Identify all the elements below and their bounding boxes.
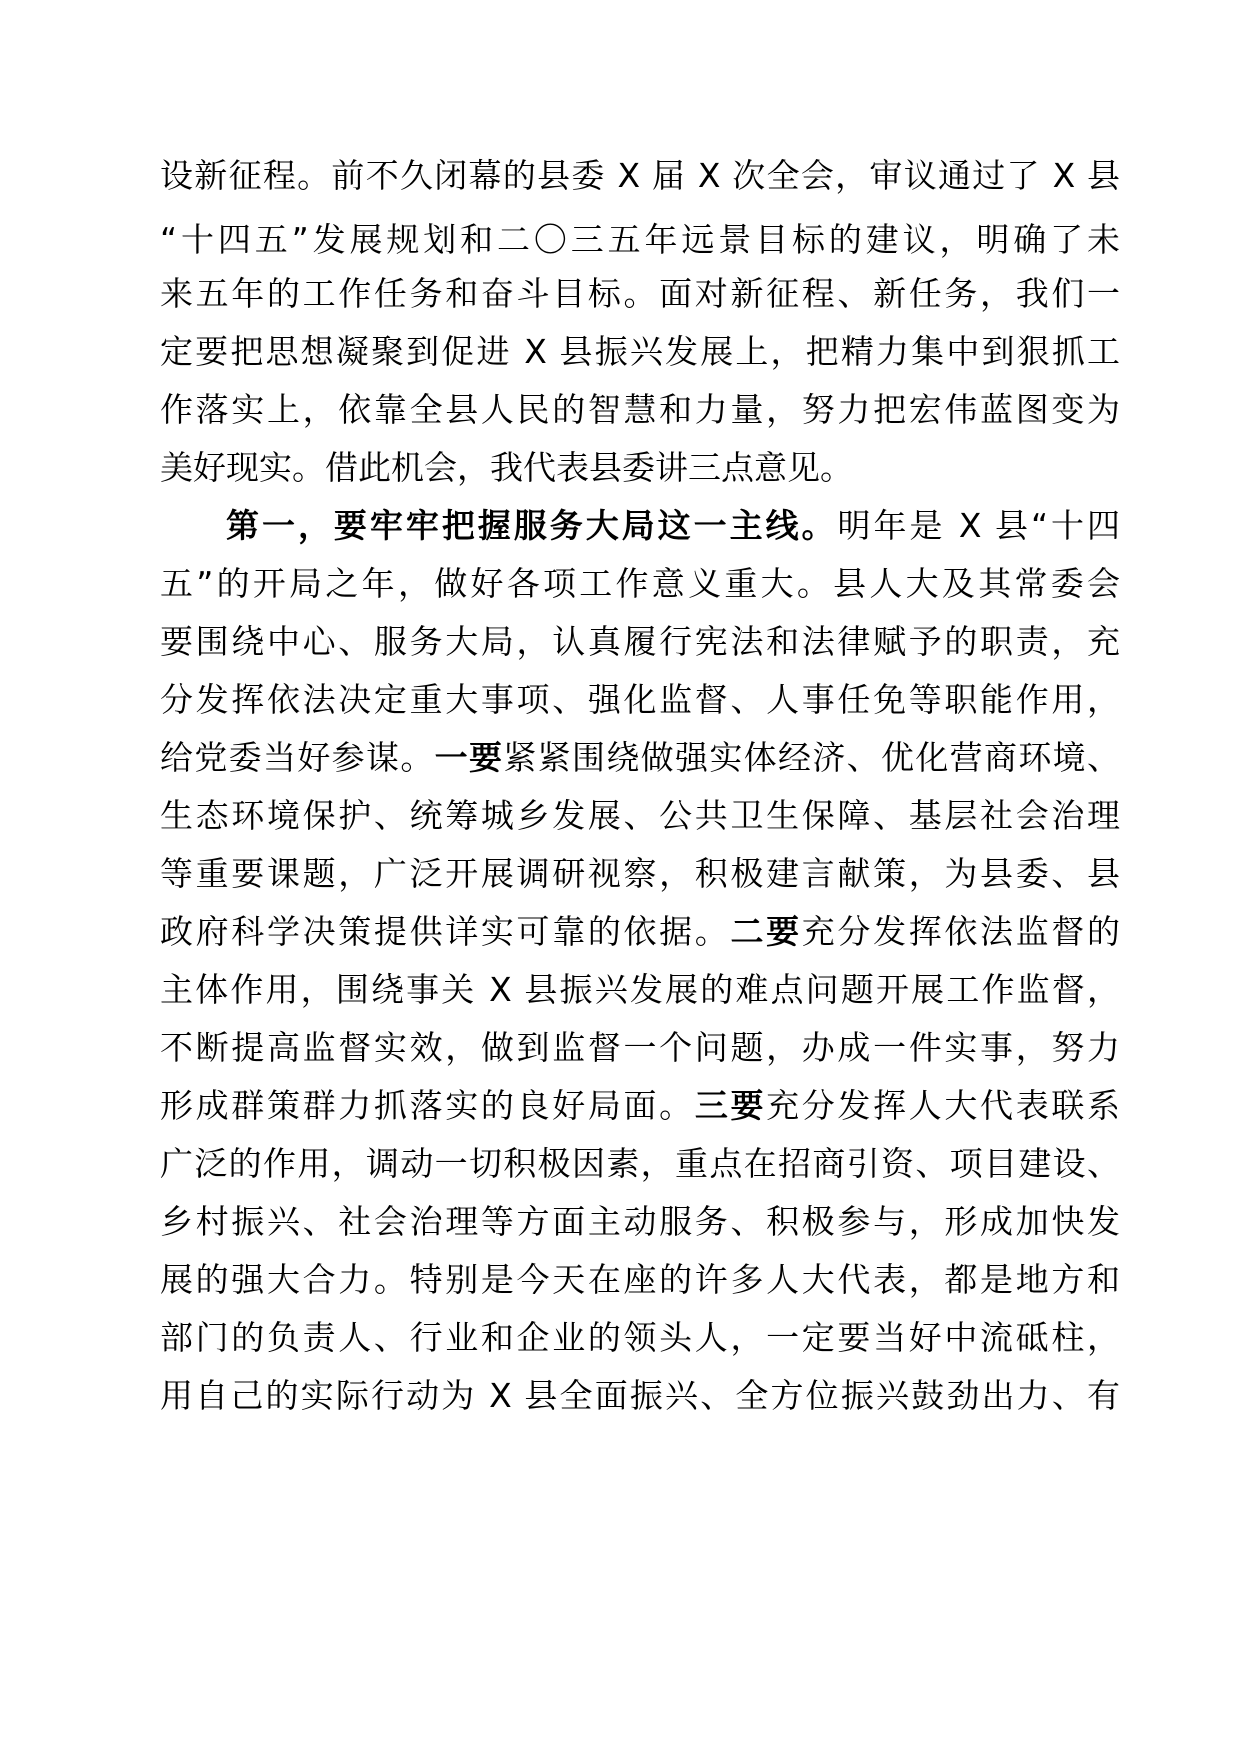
text-run: 分发挥依法决定重大事项、强化监督、人事任免等职能作用， <box>160 680 1120 719</box>
text-run: 部门的负责人、行业和企业的领头人，一定要当好中流砥柱， <box>160 1318 1120 1357</box>
text-run: 等重要课题，广泛开展调研视察，积极建言献策，为县委、县 <box>160 854 1120 893</box>
text-line <box>160 784 1120 848</box>
text-line <box>160 610 1120 674</box>
text-run: 政府科学决策提供详实可靠的依据。 <box>160 912 731 951</box>
text-run: 广泛的作用，调动一切积极因素，重点在招商引资、项目建设、 <box>160 1144 1120 1183</box>
text-run: “十四五”发展规划和二〇三五年远景目标的建议，明确了未 <box>160 220 1120 259</box>
text-run: 来五年的工作任务和奋斗目标。面对新征程、新任务，我们一 <box>160 274 1120 313</box>
bold-keyword: 三要 <box>694 1086 767 1125</box>
bold-keyword: 一要 <box>434 738 504 777</box>
text-run: 乡村振兴、社会治理等方面主动服务、积极参与，形成加快发 <box>160 1202 1120 1241</box>
text-line <box>160 1074 1120 1138</box>
text-line <box>160 1248 1120 1312</box>
text-run: 作落实上，依靠全县人民的智慧和力量，努力把宏伟蓝图变为 <box>160 390 1120 429</box>
text-run: 给党委当好参谋。 <box>160 738 435 777</box>
text-run: 明年是 X 县“十四 <box>837 506 1121 545</box>
text-run: 不断提高监督实效，做到监督一个问题，办成一件实事，努力 <box>160 1028 1120 1067</box>
text-line <box>160 726 1120 790</box>
text-run: 充分发挥依法监督的 <box>801 912 1121 951</box>
text-run: 生态环境保护、统筹城乡发展、公共卫生保障、基层社会治理 <box>160 796 1120 835</box>
text-run: 五”的开局之年，做好各项工作意义重大。县人大及其常委会 <box>160 564 1120 603</box>
text-run: 充分发挥人大代表联系 <box>766 1086 1121 1125</box>
text-line <box>160 552 1120 616</box>
paragraph-first-line <box>226 494 1120 558</box>
text-line <box>160 900 1120 964</box>
text-run: 定要把思想凝聚到促进 X 县振兴发展上，把精力集中到狠抓工 <box>160 332 1120 371</box>
text-line <box>160 436 1120 500</box>
section-heading: 第一，要牢牢把握服务大局这一主线。 <box>226 506 838 545</box>
text-run: 设新征程。前不久闭幕的县委 X 届 X 次全会，审议通过了 X 县 <box>160 156 1120 195</box>
text-run: 展的强大合力。特别是今天在座的许多人大代表，都是地方和 <box>160 1260 1120 1299</box>
text-line <box>160 958 1120 1022</box>
text-line <box>160 842 1120 906</box>
text-run: 用自己的实际行动为 X 县全面振兴、全方位振兴鼓劲出力、有 <box>160 1376 1120 1415</box>
text-line <box>160 1132 1120 1196</box>
text-run: 主体作用，围绕事关 X 县振兴发展的难点问题开展工作监督， <box>160 970 1120 1009</box>
text-line <box>160 668 1120 732</box>
text-line <box>160 378 1120 442</box>
text-line <box>160 262 1120 326</box>
text-run: 紧紧围绕做强实体经济、优化营商环境、 <box>503 738 1121 777</box>
text-line <box>160 1016 1120 1080</box>
text-line <box>160 144 1120 208</box>
text-line <box>160 1364 1120 1428</box>
text-line <box>160 1306 1120 1370</box>
text-run: 形成群策群力抓落实的良好局面。 <box>160 1086 695 1125</box>
bold-keyword: 二要 <box>730 912 802 951</box>
text-line <box>160 1190 1120 1254</box>
text-run: 要围绕中心、服务大局，认真履行宪法和法律赋予的职责，充 <box>160 622 1120 661</box>
text-run: 美好现实。借此机会，我代表县委讲三点意见。 <box>160 448 853 487</box>
text-line <box>160 320 1120 384</box>
